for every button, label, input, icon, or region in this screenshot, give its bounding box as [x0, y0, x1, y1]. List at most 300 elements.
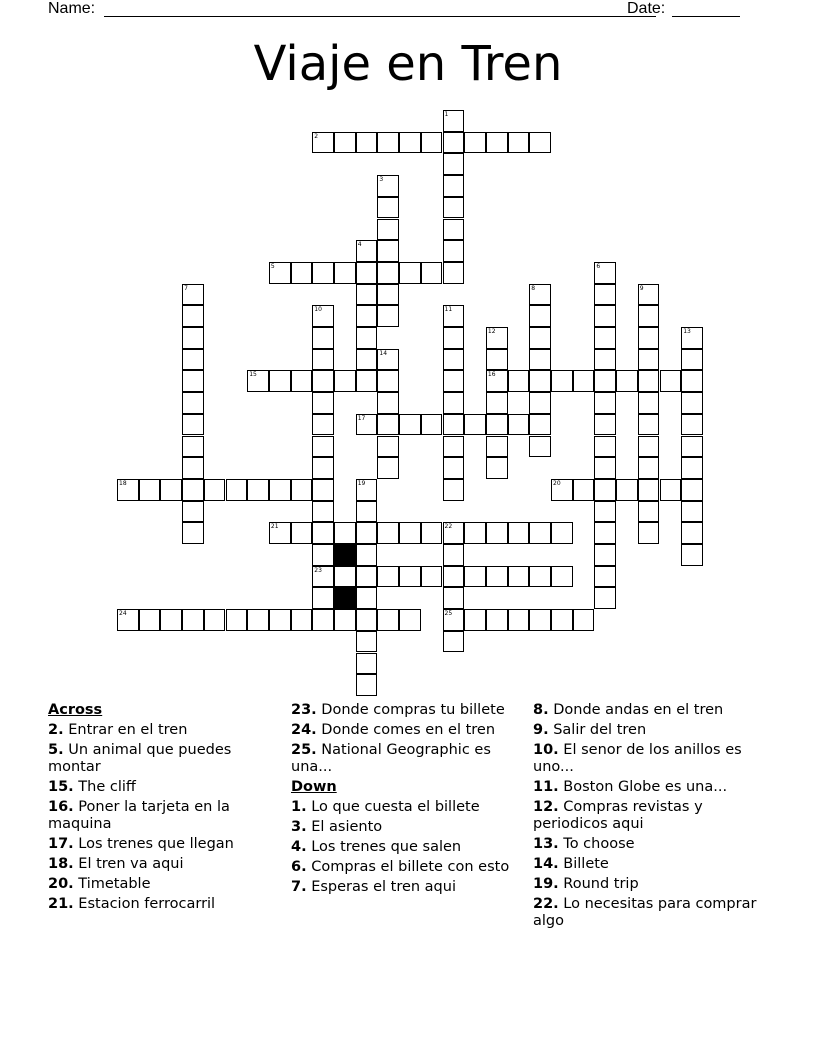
grid-cell[interactable] [443, 566, 465, 588]
clue-number: 25 [444, 610, 453, 618]
grid-cell[interactable] [443, 305, 465, 327]
grid-cell[interactable] [247, 370, 269, 392]
grid-cell[interactable] [312, 587, 334, 609]
grid-cell[interactable] [356, 674, 378, 696]
clue-number-label: 1. [291, 799, 307, 815]
grid-cell[interactable] [638, 522, 660, 544]
grid-cell[interactable] [443, 240, 465, 262]
grid-cell[interactable] [377, 370, 399, 392]
grid-cell[interactable] [638, 392, 660, 414]
grid-cell[interactable] [377, 609, 399, 631]
clue-number: 11 [444, 306, 453, 314]
grid-cell[interactable] [421, 132, 443, 154]
grid-cell[interactable] [573, 479, 595, 501]
grid-cell[interactable] [681, 457, 703, 479]
grid-cell[interactable] [421, 522, 443, 544]
page-title: Viaje en Tren [253, 36, 563, 92]
grid-cell[interactable] [291, 262, 313, 284]
grid-cell[interactable] [638, 305, 660, 327]
grid-cell[interactable] [486, 370, 508, 392]
grid-cell[interactable] [529, 392, 551, 414]
clue-item [533, 742, 773, 776]
grid-cell[interactable] [464, 414, 486, 436]
grid-cell[interactable] [356, 522, 378, 544]
grid-cell[interactable] [638, 349, 660, 371]
grid-cell[interactable] [443, 327, 465, 349]
grid-cell[interactable] [356, 305, 378, 327]
black-cell [334, 587, 356, 609]
clue-column-3 [533, 702, 773, 933]
grid-cell[interactable] [182, 370, 204, 392]
grid-cell[interactable] [377, 522, 399, 544]
grid-cell[interactable] [356, 653, 378, 675]
grid-cell[interactable] [508, 414, 530, 436]
clue-number: 1 [444, 111, 449, 118]
clue-number-label: 9. [533, 722, 549, 738]
grid-cell[interactable] [312, 522, 334, 544]
grid-cell[interactable] [486, 522, 508, 544]
clue-item [533, 722, 773, 739]
clue-text: Entrar en el tren [63, 722, 188, 738]
grid-cell[interactable] [312, 566, 334, 588]
grid-cell[interactable] [681, 349, 703, 371]
grid-cell[interactable] [377, 566, 399, 588]
grid-cell[interactable] [247, 609, 269, 631]
grid-cell[interactable] [377, 392, 399, 414]
grid-cell[interactable] [594, 479, 616, 501]
grid-cell[interactable] [529, 522, 551, 544]
grid-cell[interactable] [443, 631, 465, 653]
across-clue-list [48, 722, 278, 913]
grid-cell[interactable] [269, 522, 291, 544]
grid-cell[interactable] [594, 587, 616, 609]
grid-cell[interactable] [594, 392, 616, 414]
clue-number-label: 10. [533, 742, 559, 758]
grid-cell[interactable] [529, 370, 551, 392]
grid-cell[interactable] [443, 349, 465, 371]
grid-cell[interactable] [399, 262, 421, 284]
grid-cell[interactable] [508, 609, 530, 631]
clue-number-label: 19. [533, 876, 559, 892]
grid-cell[interactable] [182, 284, 204, 306]
grid-cell[interactable] [269, 262, 291, 284]
grid-cell[interactable] [377, 349, 399, 371]
clue-number: 24 [119, 610, 127, 618]
grid-cell[interactable] [356, 479, 378, 501]
grid-cell[interactable] [443, 262, 465, 284]
clue-number: 12 [487, 328, 496, 335]
grid-cell[interactable] [508, 522, 530, 544]
grid-cell[interactable] [377, 132, 399, 154]
clue-item [533, 856, 773, 873]
clue-item [291, 859, 521, 876]
grid-cell[interactable] [356, 587, 378, 609]
clue-text: Lo necesitas para comprar algo [533, 896, 757, 929]
clue-number-label: 22. [533, 896, 559, 912]
grid-cell[interactable] [529, 349, 551, 371]
grid-cell[interactable] [291, 522, 313, 544]
grid-cell[interactable] [377, 414, 399, 436]
grid-cell[interactable] [421, 414, 443, 436]
grid-cell[interactable] [377, 457, 399, 479]
grid-cell[interactable] [312, 349, 334, 371]
clue-text: Los trenes que salen [306, 839, 462, 855]
grid-cell[interactable] [594, 305, 616, 327]
clue-number: 5 [270, 262, 275, 270]
grid-cell[interactable] [529, 132, 551, 154]
grid-cell[interactable] [182, 327, 204, 349]
grid-cell[interactable] [312, 457, 334, 479]
clue-text: El senor de los anillos es uno... [533, 742, 742, 775]
clue-number-label: 17. [48, 836, 74, 852]
clue-text: Billete [558, 856, 609, 872]
grid-cell[interactable] [464, 566, 486, 588]
grid-cell[interactable] [443, 479, 465, 501]
clue-number: 8 [531, 284, 536, 292]
grid-cell[interactable] [312, 414, 334, 436]
grid-cell[interactable] [638, 414, 660, 436]
clue-column-2 [291, 702, 521, 899]
grid-cell[interactable] [443, 587, 465, 609]
grid-cell[interactable] [594, 262, 616, 284]
clue-item [291, 722, 521, 739]
grid-cell[interactable] [486, 349, 508, 371]
grid-cell[interactable] [291, 479, 313, 501]
grid-cell[interactable] [638, 479, 660, 501]
grid-cell[interactable] [529, 305, 551, 327]
clue-number-label: 6. [291, 859, 307, 875]
grid-cell[interactable] [638, 284, 660, 306]
grid-cell[interactable] [573, 609, 595, 631]
grid-cell[interactable] [312, 544, 334, 566]
clue-text: Donde andas en el tren [548, 702, 724, 718]
grid-cell[interactable] [486, 457, 508, 479]
clue-number: 3 [379, 176, 384, 184]
clue-number-label: 7. [291, 879, 307, 895]
grid-cell[interactable] [312, 370, 334, 392]
grid-cell[interactable] [334, 262, 356, 284]
grid-cell[interactable] [377, 436, 399, 458]
clue-text: Estacion ferrocarril [73, 896, 216, 912]
grid-cell[interactable] [399, 609, 421, 631]
grid-cell[interactable] [182, 414, 204, 436]
grid-cell[interactable] [312, 262, 334, 284]
grid-cell[interactable] [681, 392, 703, 414]
grid-cell[interactable] [356, 414, 378, 436]
grid-cell[interactable] [660, 479, 682, 501]
grid-cell[interactable] [377, 240, 399, 262]
grid-cell[interactable] [443, 132, 465, 154]
grid-cell[interactable] [312, 327, 334, 349]
grid-cell[interactable] [356, 370, 378, 392]
grid-cell[interactable] [247, 479, 269, 501]
clue-number-label: 23. [291, 702, 317, 718]
grid-cell[interactable] [139, 609, 161, 631]
grid-cell[interactable] [204, 609, 226, 631]
grid-cell[interactable] [182, 609, 204, 631]
clue-number: 22 [444, 523, 453, 531]
grid-cell[interactable] [226, 609, 248, 631]
grid-cell[interactable] [508, 370, 530, 392]
grid-cell[interactable] [356, 566, 378, 588]
clue-number: 10 [314, 306, 322, 314]
grid-cell[interactable] [660, 370, 682, 392]
clue-item [48, 836, 278, 853]
grid-cell[interactable] [312, 392, 334, 414]
grid-cell[interactable] [356, 349, 378, 371]
grid-cell[interactable] [334, 132, 356, 154]
grid-cell[interactable] [529, 566, 551, 588]
grid-cell[interactable] [594, 414, 616, 436]
grid-cell[interactable] [226, 479, 248, 501]
grid-cell[interactable] [182, 305, 204, 327]
clue-item [48, 896, 278, 913]
clue-text: Salir del tren [548, 722, 647, 738]
grid-cell[interactable] [443, 370, 465, 392]
grid-cell[interactable] [160, 609, 182, 631]
clue-number-label: 24. [291, 722, 317, 738]
grid-cell[interactable] [594, 501, 616, 523]
clue-number: 14 [379, 349, 388, 357]
grid-cell[interactable] [638, 327, 660, 349]
down-clue-list-continued [533, 702, 773, 930]
grid-cell[interactable] [529, 327, 551, 349]
grid-cell[interactable] [573, 370, 595, 392]
clue-text: The cliff [73, 779, 136, 795]
grid-cell[interactable] [356, 240, 378, 262]
grid-cell[interactable] [377, 175, 399, 197]
grid-cell[interactable] [486, 566, 508, 588]
grid-cell[interactable] [486, 327, 508, 349]
grid-cell[interactable] [334, 522, 356, 544]
grid-cell[interactable] [334, 566, 356, 588]
grid-cell[interactable] [312, 501, 334, 523]
grid-cell[interactable] [443, 457, 465, 479]
grid-cell[interactable] [594, 327, 616, 349]
grid-cell[interactable] [486, 392, 508, 414]
grid-cell[interactable] [334, 609, 356, 631]
clue-number: 7 [184, 284, 188, 292]
grid-cell[interactable] [356, 609, 378, 631]
clue-number-label: 5. [48, 742, 64, 758]
grid-cell[interactable] [377, 305, 399, 327]
grid-cell[interactable] [356, 284, 378, 306]
grid-cell[interactable] [312, 609, 334, 631]
across-clue-list-continued [291, 702, 521, 776]
clue-text: Un animal que puedes montar [48, 742, 232, 775]
grid-cell[interactable] [529, 436, 551, 458]
grid-cell[interactable] [551, 566, 573, 588]
grid-cell[interactable] [421, 262, 443, 284]
grid-cell[interactable] [182, 349, 204, 371]
grid-cell[interactable] [594, 370, 616, 392]
grid-cell[interactable] [529, 284, 551, 306]
grid-cell[interactable] [594, 566, 616, 588]
grid-cell[interactable] [182, 392, 204, 414]
grid-cell[interactable] [399, 414, 421, 436]
grid-cell[interactable] [377, 284, 399, 306]
grid-cell[interactable] [443, 175, 465, 197]
grid-cell[interactable] [182, 436, 204, 458]
grid-cell[interactable] [443, 110, 465, 132]
grid-cell[interactable] [291, 370, 313, 392]
down-heading: Down [291, 779, 337, 795]
clue-text: Donde comes en el tren [316, 722, 496, 738]
grid-cell[interactable] [486, 609, 508, 631]
grid-cell[interactable] [356, 544, 378, 566]
grid-cell[interactable] [486, 436, 508, 458]
grid-cell[interactable] [551, 609, 573, 631]
grid-cell[interactable] [681, 501, 703, 523]
clue-text: Lo que cuesta el billete [306, 799, 480, 815]
clue-item [291, 742, 521, 776]
clue-item [291, 819, 521, 836]
grid-cell[interactable] [443, 436, 465, 458]
grid-cell[interactable] [117, 609, 139, 631]
grid-cell[interactable] [551, 370, 573, 392]
grid-cell[interactable] [616, 479, 638, 501]
clue-number-label: 13. [533, 836, 559, 852]
grid-cell[interactable] [182, 522, 204, 544]
grid-cell[interactable] [443, 153, 465, 175]
grid-cell[interactable] [486, 132, 508, 154]
grid-cell[interactable] [377, 219, 399, 241]
grid-cell[interactable] [464, 609, 486, 631]
grid-cell[interactable] [443, 414, 465, 436]
clue-item [48, 722, 278, 739]
grid-cell[interactable] [529, 609, 551, 631]
grid-cell[interactable] [399, 132, 421, 154]
clue-item [48, 876, 278, 893]
grid-cell[interactable] [377, 262, 399, 284]
clue-text: Timetable [73, 876, 151, 892]
grid-cell[interactable] [269, 479, 291, 501]
grid-cell[interactable] [508, 132, 530, 154]
grid-cell[interactable] [464, 522, 486, 544]
grid-cell[interactable] [529, 414, 551, 436]
grid-cell[interactable] [594, 544, 616, 566]
grid-cell[interactable] [464, 132, 486, 154]
grid-cell[interactable] [312, 305, 334, 327]
grid-cell[interactable] [399, 522, 421, 544]
clue-number: 20 [553, 479, 561, 487]
grid-cell[interactable] [638, 436, 660, 458]
grid-cell[interactable] [681, 436, 703, 458]
grid-cell[interactable] [594, 284, 616, 306]
grid-cell[interactable] [117, 479, 139, 501]
grid-cell[interactable] [681, 544, 703, 566]
grid-cell[interactable] [594, 457, 616, 479]
clue-text: National Geographic es una... [291, 742, 491, 775]
grid-cell[interactable] [312, 436, 334, 458]
grid-cell[interactable] [356, 262, 378, 284]
grid-cell[interactable] [443, 219, 465, 241]
grid-cell[interactable] [182, 501, 204, 523]
clue-item [533, 876, 773, 893]
clue-number: 23 [314, 566, 322, 574]
clue-item [48, 742, 278, 776]
grid-cell[interactable] [681, 414, 703, 436]
grid-cell[interactable] [443, 197, 465, 219]
clue-number-label: 21. [48, 896, 74, 912]
across-heading: Across [48, 702, 103, 718]
clue-number-label: 2. [48, 722, 64, 738]
grid-cell[interactable] [269, 370, 291, 392]
clue-number: 13 [683, 328, 691, 335]
grid-cell[interactable] [551, 522, 573, 544]
grid-cell[interactable] [356, 501, 378, 523]
grid-cell[interactable] [551, 479, 573, 501]
clue-number-label: 4. [291, 839, 307, 855]
grid-cell[interactable] [681, 370, 703, 392]
clue-item [48, 856, 278, 873]
grid-cell[interactable] [291, 609, 313, 631]
clue-item [533, 702, 773, 719]
grid-cell[interactable] [269, 609, 291, 631]
grid-cell[interactable] [421, 566, 443, 588]
grid-cell[interactable] [356, 631, 378, 653]
grid-cell[interactable] [443, 522, 465, 544]
clue-item [48, 799, 278, 833]
grid-cell[interactable] [182, 457, 204, 479]
grid-cell[interactable] [204, 479, 226, 501]
grid-cell[interactable] [638, 501, 660, 523]
grid-cell[interactable] [443, 544, 465, 566]
grid-cell[interactable] [312, 132, 334, 154]
grid-cell[interactable] [638, 370, 660, 392]
grid-cell[interactable] [356, 327, 378, 349]
name-label: Name: [48, 0, 96, 17]
grid-cell[interactable] [377, 197, 399, 219]
grid-cell[interactable] [486, 414, 508, 436]
grid-cell[interactable] [594, 349, 616, 371]
clue-number: 17 [357, 414, 366, 422]
clue-text: Los trenes que llegan [73, 836, 234, 852]
grid-cell[interactable] [508, 566, 530, 588]
clue-text: Boston Globe es una... [558, 779, 728, 795]
clue-text: El tren va aqui [73, 856, 184, 872]
grid-cell[interactable] [443, 392, 465, 414]
clue-number: 19 [357, 479, 366, 487]
grid-cell[interactable] [334, 370, 356, 392]
clue-number-label: 3. [291, 819, 307, 835]
clue-number-label: 12. [533, 799, 559, 815]
grid-cell[interactable] [399, 566, 421, 588]
clue-number-label: 16. [48, 799, 74, 815]
clue-number-label: 15. [48, 779, 74, 795]
grid-cell[interactable] [594, 436, 616, 458]
clue-item [48, 779, 278, 796]
clue-column-1 [48, 702, 278, 916]
grid-cell[interactable] [594, 522, 616, 544]
grid-cell[interactable] [681, 479, 703, 501]
clue-number: 15 [249, 371, 257, 379]
grid-cell[interactable] [160, 479, 182, 501]
clue-text: To choose [558, 836, 635, 852]
grid-cell[interactable] [139, 479, 161, 501]
grid-cell[interactable] [638, 457, 660, 479]
clue-number: 9 [639, 284, 644, 292]
grid-cell[interactable] [681, 522, 703, 544]
clue-item [533, 799, 773, 833]
grid-cell[interactable] [356, 132, 378, 154]
grid-cell[interactable] [182, 479, 204, 501]
grid-cell[interactable] [312, 479, 334, 501]
grid-cell[interactable] [443, 609, 465, 631]
grid-cell[interactable] [681, 327, 703, 349]
grid-cell[interactable] [616, 370, 638, 392]
clue-item [533, 779, 773, 796]
